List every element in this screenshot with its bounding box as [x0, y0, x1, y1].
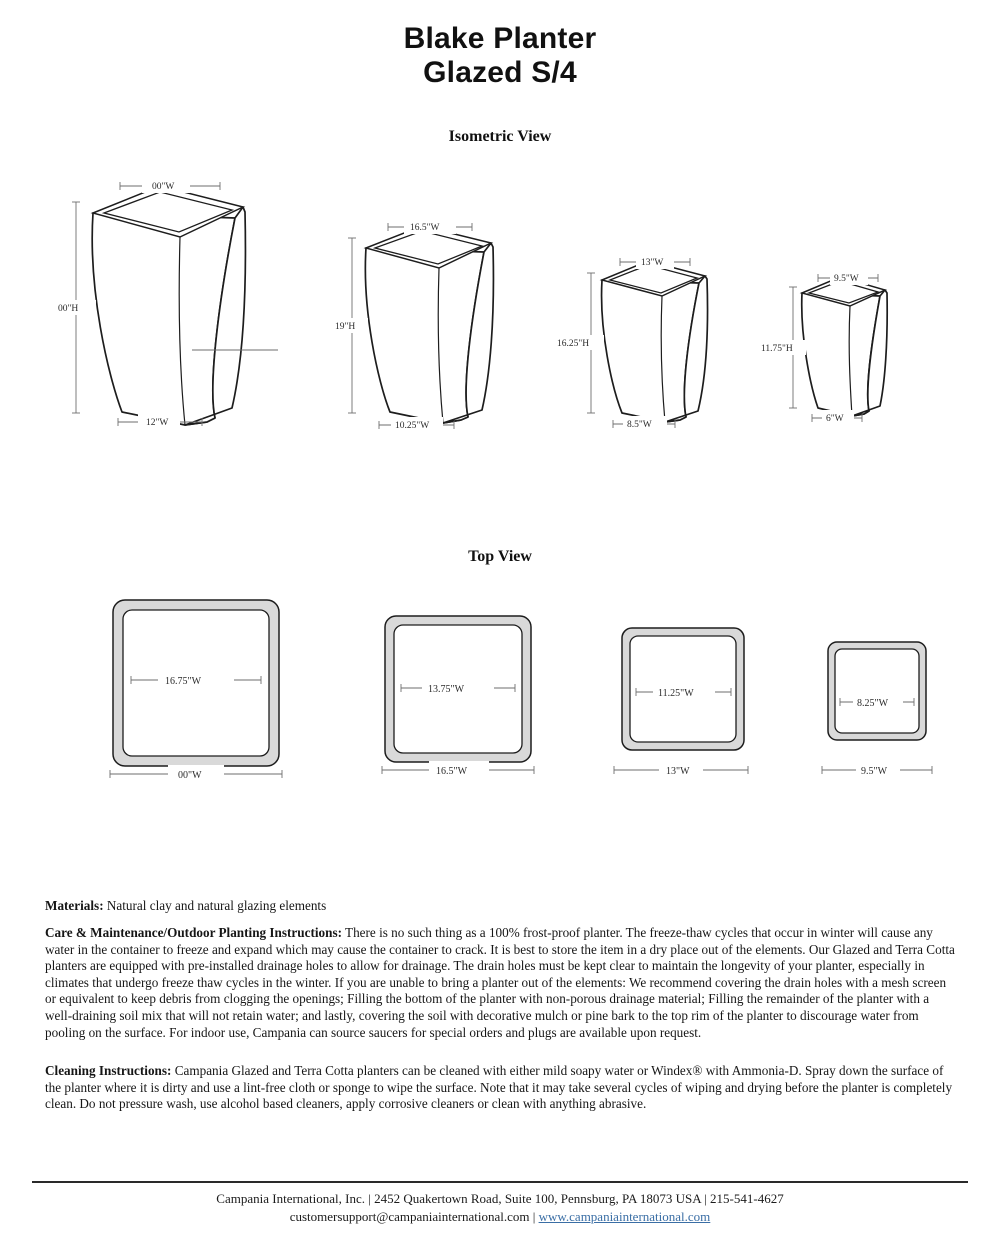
dimension-outer-width-1: [110, 765, 282, 782]
dimension-base-width-2: [379, 417, 454, 432]
footer-address-line: Campania International, Inc. | 2452 Quakertown Road, Suite 100, Pennsburg, PA 18073 USA | 215-541-4627: [216, 1191, 784, 1206]
cleaning-text: Campania Glazed and Terra Cotta planters can be cleaned with either mild soapy water or Windex® with Ammonia-D. Spray down the surface of the planter where it is dirty and use a lint-free cloth or sponge to wipe the surface. Note that it may take several cycles of wiping and drying before the planter is completely clean. Do not pressure wash, use alcohol based cleaners, apply corrosive cleaners or clean with anything abrasive.: [45, 1063, 953, 1112]
dimension-height-3: [554, 273, 604, 413]
label-iso-1-height: 00"H: [58, 304, 79, 314]
label-top-4-outer-width: 9.5"W: [861, 766, 888, 777]
label-iso-2-top-width: 16.5"W: [410, 223, 440, 233]
label-top-2-outer-width: 16.5"W: [436, 766, 468, 777]
label-iso-2-height: 19"H: [335, 322, 356, 332]
dimension-top-width-1: [120, 178, 220, 193]
care-maintenance-paragraph: [45, 925, 955, 1041]
isometric-planter-3: [554, 254, 708, 431]
dimension-outer-width-2: [382, 761, 534, 778]
materials-label: Materials:: [45, 898, 104, 913]
top-view-planter-2: [382, 616, 534, 778]
top-view-planter-1: [110, 600, 282, 782]
cleaning-instructions-paragraph: [45, 1063, 955, 1113]
label-iso-4-top-width: 9.5"W: [834, 274, 859, 284]
isometric-planter-1: [52, 178, 278, 429]
care-label: Care & Maintenance/Outdoor Planting Instructions:: [45, 925, 342, 940]
isometric-planter-2: [330, 219, 493, 432]
label-top-4-inner-width: 8.25"W: [857, 698, 889, 709]
label-iso-1-top-width: 00"W: [152, 182, 175, 192]
label-iso-4-base-width: 6"W: [826, 414, 844, 424]
label-iso-3-base-width: 8.5"W: [627, 420, 652, 430]
cleaning-label: Cleaning Instructions:: [45, 1063, 172, 1078]
label-iso-2-base-width: 10.25"W: [395, 421, 430, 431]
materials-text: Natural clay and natural glazing elements: [103, 898, 327, 913]
dimension-outer-width-4: [822, 761, 932, 778]
dimension-height-1: [52, 202, 96, 413]
label-top-1-inner-width: 16.75"W: [165, 676, 202, 687]
top-view-figure: [0, 580, 1000, 790]
dimension-top-width-2: [388, 219, 472, 234]
top-view-planter-4: [822, 642, 932, 778]
top-view-planter-3: [614, 628, 748, 778]
title-line-2: Glazed S/4: [423, 56, 577, 89]
footer-divider: [32, 1181, 968, 1183]
top-view-heading: Top View: [468, 548, 532, 565]
dimension-base-width-3: [613, 416, 675, 431]
label-top-3-inner-width: 11.25"W: [658, 688, 694, 699]
dimension-height-2: [330, 238, 368, 413]
materials-paragraph: [45, 898, 955, 915]
page-title: [0, 22, 1000, 90]
isometric-planter-4: [758, 270, 887, 425]
dimension-top-width-3: [620, 254, 690, 269]
label-iso-3-height: 16.25"H: [557, 339, 590, 349]
website-link[interactable]: www.campaniainternational.com: [538, 1209, 711, 1224]
isometric-view-heading: Isometric View: [448, 128, 552, 145]
footer-contact-line: [0, 1208, 1000, 1226]
label-top-3-outer-width: 13"W: [666, 766, 690, 777]
title-line-1: Blake Planter: [403, 22, 597, 55]
label-iso-4-height: 11.75"H: [761, 344, 793, 354]
label-top-2-inner-width: 13.75"W: [428, 684, 465, 695]
care-text: There is no such thing as a 100% frost-proof planter. The freeze-thaw cycles that occur in winter will cause any water in the container to freeze and expand which may cause the container to crack. It is best to store the item in a dry place out of the elements. Our Glazed and Terra Cotta planters are equipped with pre-installed drainage holes to allow for drainage. The drain holes must be kept clear to maintain the longevity of your planter, especially in climates that undergo freeze thaw cycles in the winter. If you are unable to bring a planter out of the elements: We recommend covering the drain holes with a mesh screen or equivalent to keep debris from clogging the openings; Filling the bottom of the planter with non-porous drainage material; Filling the remainder of the planter with a well-draining soil mix that will not retain water; and lastly, covering the soil with decorative mulch or pine bark to the top rim of the planter to discourage water from pooling on the surface. For indoor use, Campania can source saucers for special orders and plugs are available upon request.: [45, 925, 955, 1040]
isometric-view-figure: [0, 160, 1000, 460]
footer: [0, 1190, 1000, 1226]
label-iso-3-top-width: 13"W: [641, 258, 664, 268]
dimension-outer-width-3: [614, 761, 748, 778]
footer-email-text: customersupport@campaniainternational.com |: [289, 1209, 539, 1224]
label-top-1-outer-width: 00"W: [178, 770, 202, 781]
dimension-height-4: [758, 287, 806, 408]
label-iso-1-base-width: 12"W: [146, 418, 169, 428]
